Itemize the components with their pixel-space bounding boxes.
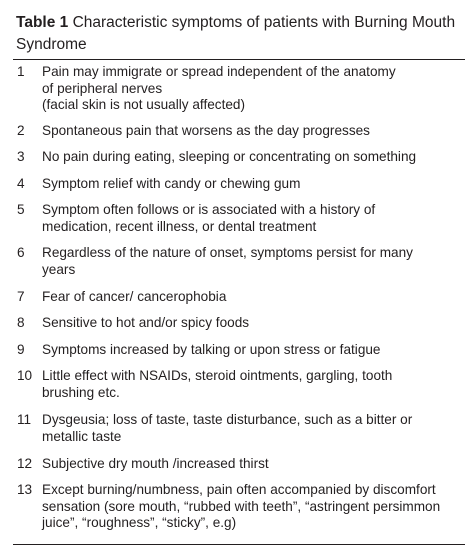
- row-text: Dysgeusia; loss of taste, taste disturbance, such as a bitter or metallic taste: [42, 412, 413, 444]
- row-text: Spontaneous pain that worsens as the day progresses: [42, 123, 370, 138]
- table-label: Table 1: [16, 14, 69, 31]
- bottom-rule: [13, 544, 465, 545]
- row-text: Symptoms increased by talking or upon stress or fatigue: [42, 342, 381, 357]
- row-number: 7: [17, 289, 25, 304]
- row-text: Except burning/numbness, pain often accompanied by discomfort sensation (sore mouth, “rubbed with teeth”, “astringent persimmon juice”, “roughness”, “sticky”, e.g): [42, 482, 441, 530]
- row-number: 9: [17, 342, 25, 357]
- row-text: Pain may immigrate or spread independent of the anatomy of peripheral nerves (facial skin is not usually affected): [42, 64, 396, 112]
- row-number: 12: [17, 456, 33, 471]
- row-number: 3: [17, 149, 25, 164]
- row-number: 5: [17, 202, 25, 217]
- top-rule: [13, 59, 465, 60]
- row-text: Sensitive to hot and/or spicy foods: [42, 315, 250, 330]
- row-number: 2: [17, 123, 25, 138]
- row-number: 4: [17, 176, 25, 191]
- row-text: Little effect with NSAIDs, steroid ointments, gargling, tooth brushing etc.: [42, 368, 393, 400]
- row-number: 6: [17, 245, 25, 260]
- row-number: 8: [17, 315, 25, 330]
- row-text: Symptom relief with candy or chewing gum: [42, 176, 301, 191]
- row-text: No pain during eating, sleeping or concentrating on something: [42, 149, 417, 164]
- row-text: Fear of cancer/ cancerophobia: [42, 289, 227, 304]
- row-number: 13: [17, 482, 33, 497]
- row-number: 10: [17, 368, 33, 383]
- table-title: [16, 12, 456, 56]
- row-number: 1: [17, 64, 25, 79]
- table-caption: Characteristic symptoms of patients with Burning Mouth Syndrome: [16, 14, 456, 53]
- row-text: Subjective dry mouth /increased thirst: [42, 456, 269, 471]
- row-number: 11: [17, 412, 32, 427]
- row-text: Regardless of the nature of onset, symptoms persist for many years: [42, 245, 413, 277]
- row-text: Symptom often follows or is associated with a history of medication, recent illness, or dental treatment: [42, 202, 376, 234]
